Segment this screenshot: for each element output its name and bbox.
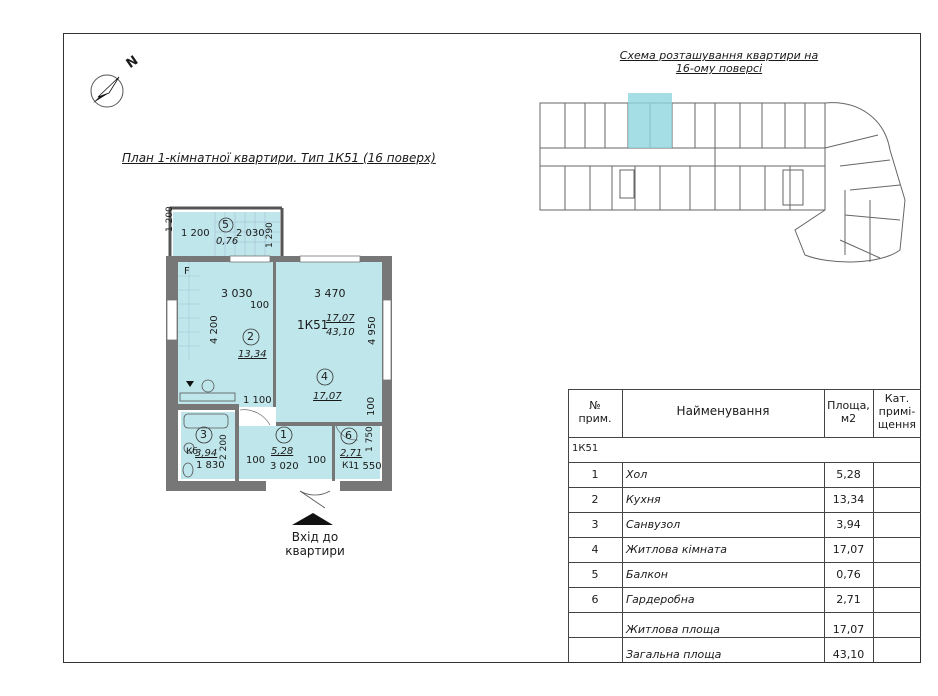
row-1-num: 1 [591, 468, 599, 481]
hall-dim-w: 3 020 [270, 461, 299, 472]
row-3-area: 3,94 [836, 518, 861, 531]
balcony-dim-h1: 1 200 [165, 206, 175, 232]
living-dim-h: 4 950 [367, 316, 378, 345]
header-area [824, 399, 873, 425]
balcony-dim-h2: 1 290 [265, 222, 275, 248]
row-6-name: Гардеробна [626, 593, 695, 606]
row-1-name: Хол [626, 468, 648, 481]
row-3-name: Санвузол [626, 518, 681, 531]
total-living-name: Житлова площа [626, 623, 720, 636]
living-code: 1К51 [297, 318, 329, 332]
apartment-plan [166, 208, 392, 525]
header-area-line2: м2 [840, 412, 857, 425]
entry-label-line1: Вхід до [291, 530, 339, 544]
entry-door [300, 491, 330, 508]
living-100: 100 [366, 396, 377, 416]
entry-label-line2: квартири [285, 544, 345, 558]
room-schedule-table [568, 389, 921, 663]
row-2-name: Кухня [626, 493, 661, 506]
bathroom-area: 3,94 [195, 448, 218, 459]
hall-area: 5,28 [271, 446, 294, 457]
f-tag: F [184, 266, 190, 277]
scheme-title [604, 49, 834, 75]
row-2-num: 2 [591, 493, 599, 506]
header-num-line1: № [589, 399, 601, 412]
header-category-line3: щення [877, 418, 917, 431]
entry-label [270, 530, 360, 558]
hall-number: 1 [280, 428, 287, 441]
wardrobe-dim-h: 1 750 [365, 426, 375, 452]
wardrobe-area: 2,71 [340, 448, 363, 459]
bathroom-dim-h: 2 200 [219, 434, 229, 460]
bathroom-dim-w: 1 830 [196, 460, 225, 471]
kitchen-dim-w: 3 030 [221, 287, 253, 300]
hall-dim-top: 1 100 [243, 395, 272, 406]
row-4-area: 17,07 [832, 543, 865, 556]
row-4-num: 4 [591, 543, 599, 556]
hall-100a: 100 [246, 455, 266, 466]
north-label: N [123, 53, 142, 72]
scheme-title-line2: 16-ому поверсі [675, 62, 763, 75]
living-dim-w: 3 470 [314, 287, 346, 300]
balcony-dim-w2: 2 030 [236, 228, 265, 239]
plan-title: План 1-кімнатної квартири. Тип 1К51 (16 поверх) [122, 151, 436, 165]
kitchen-number: 2 [247, 330, 254, 343]
balcony-area: 0,76 [216, 236, 239, 247]
row-5-name: Балкон [626, 568, 668, 581]
wardrobe-tag: К1 [342, 461, 355, 471]
header-area-line1: Площа, [827, 399, 870, 412]
total-living-area: 17,07 [832, 623, 865, 636]
entry-arrow-icon [292, 513, 333, 525]
scheme-title-line1: Схема розташування квартири на [619, 49, 819, 62]
bathroom-number: 3 [200, 428, 207, 441]
living-number: 4 [321, 370, 328, 383]
header-category [873, 392, 921, 431]
bathroom-tag: Кб [186, 447, 198, 457]
total-overall-name: Загальна площа [626, 648, 722, 661]
kitchen-100: 100 [250, 300, 270, 311]
hall-100b: 100 [307, 455, 327, 466]
header-num-line2: прим. [578, 412, 612, 425]
living-area: 17,07 [313, 391, 342, 402]
header-num [568, 399, 622, 425]
kitchen-area [178, 262, 273, 407]
row-6-area: 2,71 [836, 593, 861, 606]
row-1-area: 5,28 [836, 468, 861, 481]
table-group: 1К51 [572, 443, 599, 454]
balcony-number: 5 [222, 218, 229, 231]
row-5-area: 0,76 [836, 568, 861, 581]
total-overall-area: 43,10 [832, 648, 865, 661]
header-category-line2: примі- [878, 405, 916, 418]
row-2-area: 13,34 [832, 493, 865, 506]
row-5-num: 5 [591, 568, 599, 581]
row-3-num: 3 [591, 518, 599, 531]
header-name: Найменування [676, 404, 770, 418]
row-4-name: Житлова кімната [626, 543, 727, 556]
wardrobe-number: 6 [345, 429, 352, 442]
living-area-top: 17,07 [326, 313, 355, 324]
header-category-line1: Кат. [884, 392, 910, 405]
kitchen-area: 13,34 [238, 349, 267, 360]
floor-scheme [540, 103, 905, 262]
row-6-num: 6 [591, 593, 599, 606]
wardrobe-dim-w: 1 550 [353, 461, 382, 472]
balcony-dim-w1: 1 200 [181, 228, 210, 239]
compass-icon [91, 75, 123, 107]
apartment-highlight [628, 93, 672, 148]
kitchen-dim-h: 4 200 [209, 315, 220, 344]
living-area-total: 43,10 [326, 327, 355, 338]
